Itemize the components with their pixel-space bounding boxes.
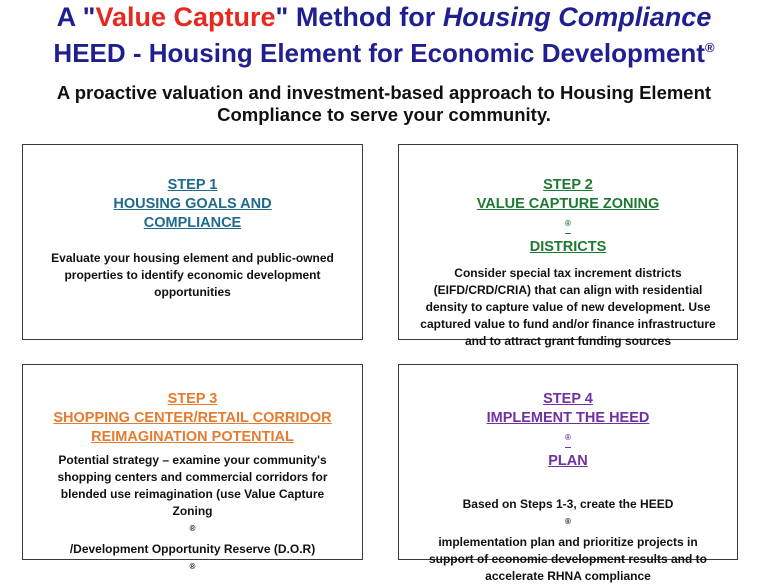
registered-mark: ® [704, 40, 715, 55]
step-1-description: Evaluate your housing element and public-owned properties to identify economic development opportunities [51, 251, 334, 299]
subtitle: A proactive valuation and investment-based approach to Housing Element Compliance to serve your community. [56, 82, 712, 125]
step-3-box [22, 364, 363, 571]
title-italic: Housing Compliance [442, 2, 712, 32]
step-4-description: Based on Steps 1-3, create the HEED ® implementation plan and prioritize projects in support of economic development results and to accelerate RHNA compliance [428, 496, 708, 583]
step-2-heading: STEP 2 VALUE CAPTURE ZONING ® DISTRICTS [476, 177, 660, 255]
step-3-heading: STEP 3 SHOPPING CENTER/RETAIL CORRIDOR REIMAGINATION POTENTIAL [53, 391, 332, 445]
step-4-box [398, 364, 738, 583]
title-highlight: Value Capture [95, 2, 276, 32]
secondary-title: HEED - Housing Element for Economic Development® [53, 38, 715, 68]
step-1-heading: STEP 1 HOUSING GOALS AND COMPLIANCE [113, 177, 272, 231]
step-4-heading: STEP 4 IMPLEMENT THE HEED ® PLAN [486, 391, 650, 469]
step-2-box [398, 144, 738, 348]
step-3-description: Potential strategy – examine your community's shopping centers and commercial corridors for blended use reimagination (use Value Capture Zoning ® /Development Opportunity Reserve (D.O.R) ® [57, 453, 328, 571]
step-2-description: Consider special tax increment districts (EIFD/CRD/CRIA) that can align with residential density to capture value of new development. Use captured value to fund and/or finance infrastructure and to attract grant funding sources [420, 265, 716, 348]
main-title: A "Value Capture" Method for Housing Compliance [56, 2, 712, 32]
step-1-box [22, 144, 363, 340]
